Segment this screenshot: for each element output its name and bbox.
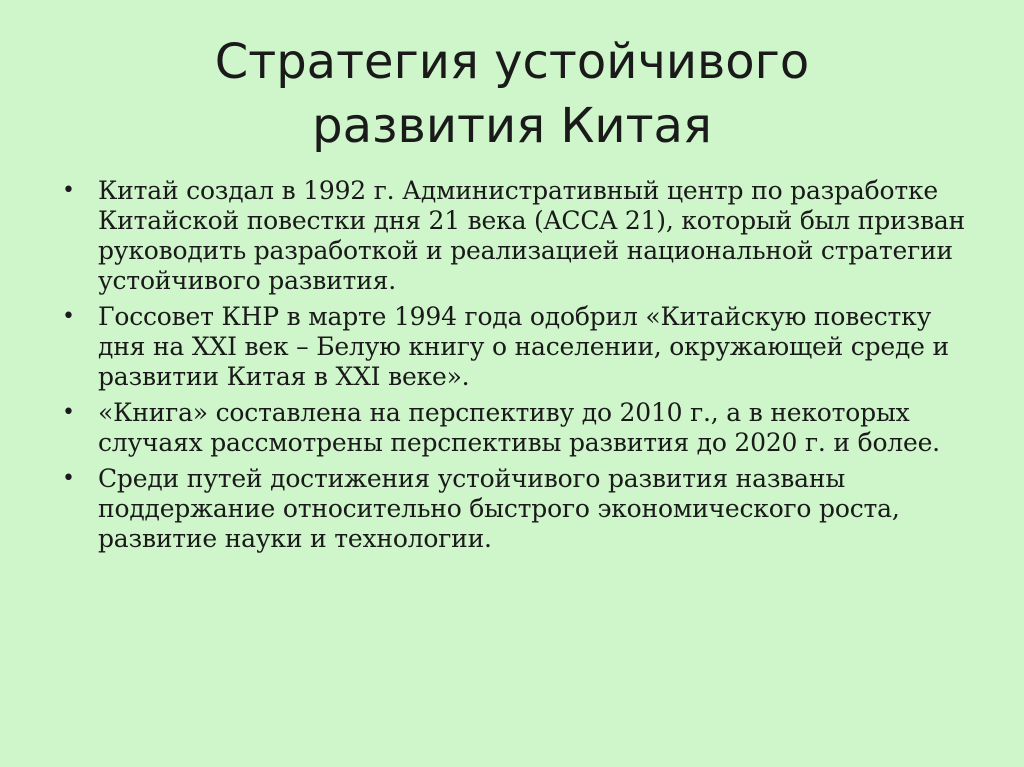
bullet-text-1: Китай создал в 1992 г. Административный центр по разработке Китайской повестки дня 21 века (ACCA 21), который был призван руководить разработкой и реализацией национальной стратегии устойчивого развития.: [98, 176, 965, 295]
bullet-item-2: [62, 302, 982, 392]
bullet-marker: •: [62, 400, 75, 425]
bullet-item-1: [62, 176, 982, 296]
bullet-text-2: Госсовет КНР в марте 1994 года одобрил «Китайскую повестку дня на XXI век – Белую книгу о населении, окружающей среде и развитии Китая в XXI веке».: [98, 302, 949, 391]
slide-title-line-2: развития Китая: [312, 98, 712, 154]
bullet-marker: •: [62, 304, 75, 329]
bullet-item-3: [62, 398, 982, 458]
slide-title-line-1: Стратегия устойчивого: [214, 34, 810, 90]
bullet-text-3: «Книга» составлена на перспективу до 2010 г., а в некоторых случаях рассмотрены перспективы развития до 2020 г. и более.: [98, 398, 940, 457]
bullet-text-4: Среди путей достижения устойчивого развития названы поддержание относительно быстрого экономического роста, развитие науки и технологии.: [98, 464, 900, 553]
bullet-marker: •: [62, 178, 75, 203]
bullet-marker: •: [62, 466, 75, 491]
bullet-item-4: [62, 464, 982, 554]
bullet-list: [62, 176, 982, 560]
slide-title: [0, 30, 1024, 158]
